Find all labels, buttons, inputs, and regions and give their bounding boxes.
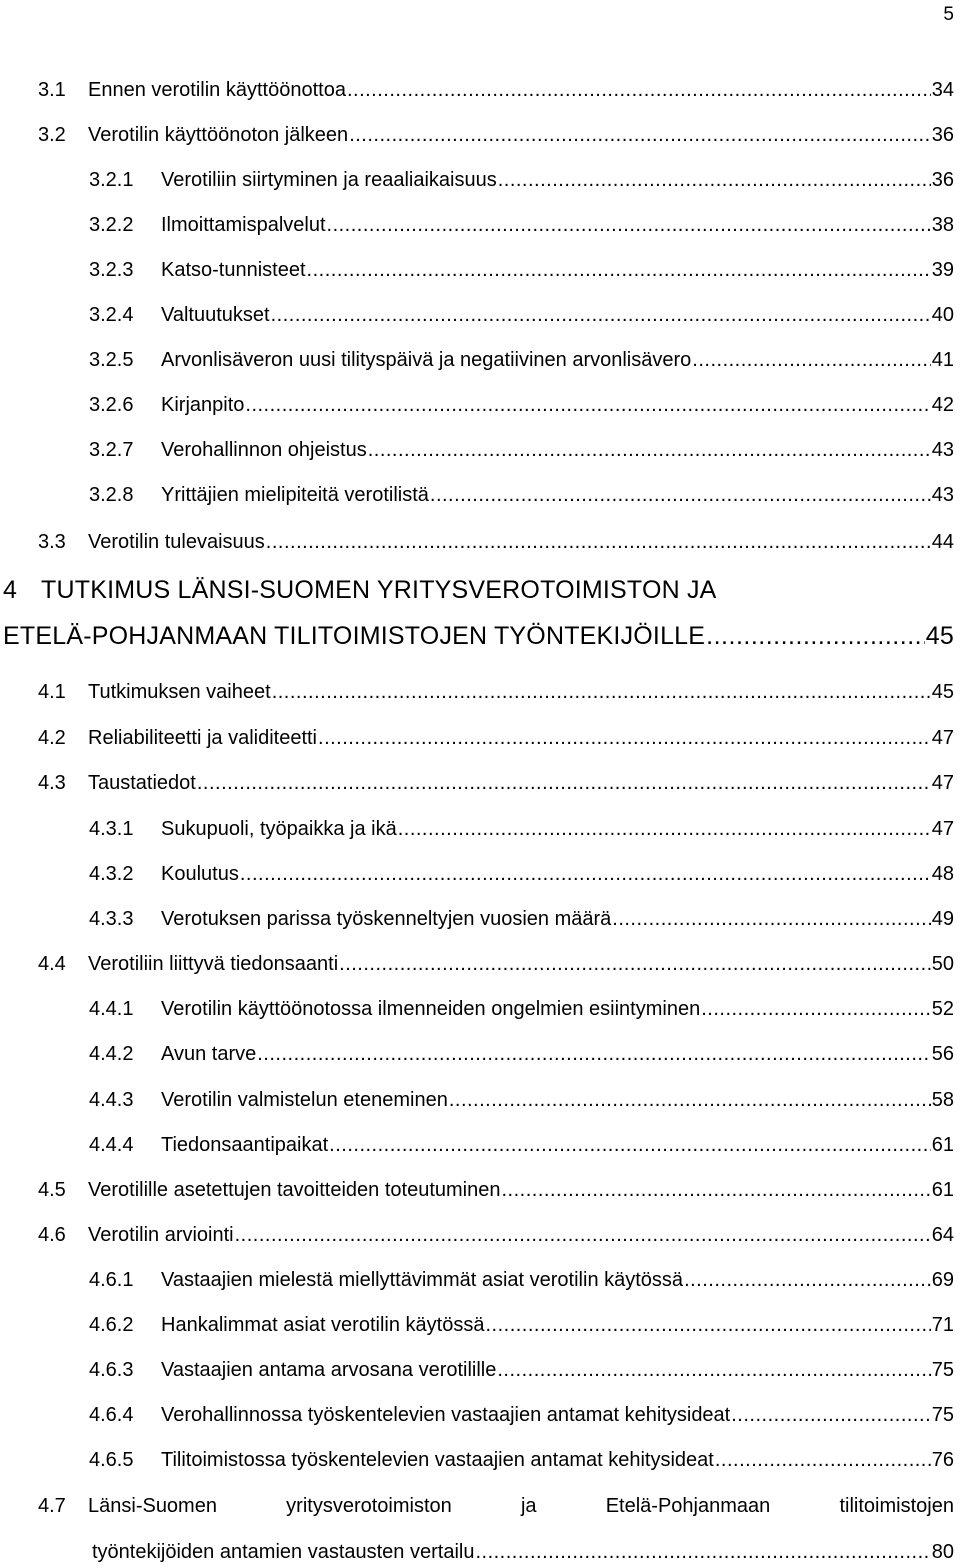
toc-entry[interactable] bbox=[38, 530, 954, 554]
toc-entry-number: 4.7 bbox=[38, 1495, 66, 1517]
toc-entry-title: Avun tarve bbox=[161, 1043, 257, 1065]
toc-entry-page: 80 bbox=[931, 1541, 954, 1563]
toc-entry-page: 44 bbox=[931, 531, 954, 553]
toc-entry-page: 40 bbox=[931, 304, 954, 326]
toc-entry-number: 4.3.3 bbox=[89, 908, 134, 930]
dot-leader bbox=[272, 680, 931, 704]
toc-entry[interactable] bbox=[89, 862, 954, 886]
toc-entry-title: Verohallinnon ohjeistus bbox=[161, 439, 367, 461]
toc-entry[interactable] bbox=[89, 817, 954, 841]
dot-leader bbox=[502, 1178, 931, 1202]
toc-entry[interactable] bbox=[38, 952, 954, 976]
toc-entry-number: 4.3 bbox=[38, 772, 66, 794]
toc-entry-page: 52 bbox=[931, 998, 954, 1020]
toc-entry-title: Katso-tunnisteet bbox=[161, 259, 306, 281]
toc-entry-title: Verotilin käyttöönotossa ilmenneiden ongelmien esiintyminen bbox=[161, 998, 701, 1020]
toc-entry-page: 47 bbox=[931, 818, 954, 840]
toc-entry-page: 50 bbox=[931, 953, 954, 975]
toc-entry[interactable] bbox=[38, 680, 954, 704]
dot-leader bbox=[449, 1088, 931, 1112]
toc-entry-number: 3.2.7 bbox=[89, 439, 134, 461]
toc-entry[interactable] bbox=[89, 1313, 954, 1337]
toc-entry-number: 3.2.3 bbox=[89, 259, 134, 281]
chapter-title-line2: ETELÄ-POHJANMAAN TILITOIMISTOJEN TYÖNTEKIJÖILLE bbox=[3, 622, 706, 650]
toc-entry-number: 4.4.2 bbox=[89, 1043, 134, 1065]
toc-entry-number: 3.2.2 bbox=[89, 214, 134, 236]
toc-entry-title: Verotilin valmistelun eteneminen bbox=[161, 1089, 448, 1111]
dot-leader bbox=[475, 1540, 930, 1564]
toc-entry-number: 4.6.1 bbox=[89, 1269, 134, 1291]
title-word: ja bbox=[520, 1495, 537, 1517]
toc-entry-page: 39 bbox=[931, 259, 954, 281]
toc-entry[interactable] bbox=[89, 303, 954, 327]
dot-leader bbox=[684, 1268, 931, 1292]
toc-entry-number: 4.1 bbox=[38, 681, 66, 703]
dot-leader bbox=[339, 952, 931, 976]
toc-entry-title: Reliabiliteetti ja validiteetti bbox=[88, 727, 318, 749]
toc-entry-title: Verotilin tulevaisuus bbox=[88, 531, 265, 553]
dot-leader bbox=[257, 1042, 931, 1066]
toc-entry-page: 43 bbox=[931, 439, 954, 461]
chapter-heading[interactable] bbox=[3, 575, 954, 651]
toc-entry-page: 43 bbox=[931, 484, 954, 506]
dot-leader bbox=[706, 621, 925, 651]
toc-entry[interactable] bbox=[89, 393, 954, 417]
toc-entry-title: Sukupuoli, työpaikka ja ikä bbox=[161, 818, 397, 840]
toc-entry[interactable] bbox=[89, 1042, 954, 1066]
dot-leader bbox=[347, 78, 931, 102]
toc-entry-page: 64 bbox=[931, 1224, 954, 1246]
toc-entry[interactable] bbox=[89, 907, 954, 931]
dot-leader bbox=[327, 213, 931, 237]
toc-entry[interactable] bbox=[89, 1403, 954, 1427]
dot-leader bbox=[240, 862, 931, 886]
title-word: tilitoimistojen bbox=[839, 1495, 954, 1517]
dot-leader bbox=[398, 817, 931, 841]
page-number: 5 bbox=[943, 4, 954, 25]
toc-entry-number: 4.3.1 bbox=[89, 818, 134, 840]
toc-entry-page: 71 bbox=[931, 1314, 954, 1336]
title-word: Länsi-Suomen bbox=[88, 1495, 217, 1517]
toc-entry[interactable] bbox=[38, 1223, 954, 1247]
toc-entry[interactable] bbox=[89, 258, 954, 282]
toc-entry[interactable] bbox=[38, 1178, 954, 1202]
toc-entry-line1 bbox=[38, 1494, 954, 1518]
toc-entry-page: 38 bbox=[931, 214, 954, 236]
chapter-number: 4 bbox=[3, 576, 18, 604]
chapter-heading-line1 bbox=[3, 575, 954, 605]
toc-entry-line2 bbox=[92, 1540, 954, 1564]
toc-entry-number: 3.2 bbox=[38, 124, 66, 146]
toc-entry[interactable] bbox=[38, 78, 954, 102]
toc-entry-page: 75 bbox=[931, 1404, 954, 1426]
chapter-heading-line2 bbox=[3, 621, 954, 651]
toc-entry-number: 4.5 bbox=[38, 1179, 66, 1201]
toc-entry-title-words bbox=[88, 1494, 954, 1518]
toc-entry-number: 4.4.1 bbox=[89, 998, 134, 1020]
toc-entry-page: 56 bbox=[931, 1043, 954, 1065]
toc-entry[interactable] bbox=[38, 771, 954, 795]
toc-entry-page: 47 bbox=[931, 727, 954, 749]
toc-entry-title: Verotilille asetettujen tavoitteiden toteutuminen bbox=[88, 1179, 501, 1201]
toc-entry-number: 4.6.5 bbox=[89, 1449, 134, 1471]
toc-entry-page: 41 bbox=[931, 349, 954, 371]
dot-leader bbox=[197, 771, 931, 795]
toc-entry[interactable] bbox=[38, 123, 954, 147]
toc-entry-wrapped[interactable] bbox=[38, 1494, 954, 1564]
toc-entry-page: 69 bbox=[931, 1269, 954, 1291]
dot-leader bbox=[307, 258, 931, 282]
toc-entry-number: 4.4 bbox=[38, 953, 66, 975]
toc-entry-title: Verotilin käyttöönoton jälkeen bbox=[88, 124, 349, 146]
toc-entry-title: Taustatiedot bbox=[88, 772, 196, 794]
toc-entry[interactable] bbox=[89, 348, 954, 372]
dot-leader bbox=[329, 1133, 931, 1157]
toc-entry-page: 58 bbox=[931, 1089, 954, 1111]
toc-entry-number: 3.2.1 bbox=[89, 169, 134, 191]
toc-entry-page: 61 bbox=[931, 1134, 954, 1156]
toc-entry-number: 3.2.6 bbox=[89, 394, 134, 416]
toc-entry-title: Verohallinnossa työskentelevien vastaajien antamat kehitysideat bbox=[161, 1404, 731, 1426]
toc-entry-number: 4.6 bbox=[38, 1224, 66, 1246]
toc-entry[interactable] bbox=[38, 726, 954, 750]
toc-entry-number: 4.3.2 bbox=[89, 863, 134, 885]
toc-entry[interactable] bbox=[89, 1268, 954, 1292]
toc-entry[interactable] bbox=[89, 1448, 954, 1472]
toc-entry-page: 48 bbox=[931, 863, 954, 885]
toc-entry-page: 75 bbox=[931, 1359, 954, 1381]
toc-entry-page: 47 bbox=[931, 772, 954, 794]
toc-entry-page: 36 bbox=[931, 124, 954, 146]
toc-entry[interactable] bbox=[89, 438, 954, 462]
title-word: yritysverotoimiston bbox=[286, 1495, 452, 1517]
toc-entry-title: Koulutus bbox=[161, 863, 239, 885]
toc-entry[interactable] bbox=[89, 1358, 954, 1382]
toc-entry-number: 3.3 bbox=[38, 531, 66, 553]
dot-leader bbox=[266, 530, 931, 554]
dot-leader bbox=[701, 997, 931, 1021]
toc-entry-title: Verotiliin liittyvä tiedonsaanti bbox=[88, 953, 339, 975]
dot-leader bbox=[485, 1313, 930, 1337]
toc-entry-title: Ennen verotilin käyttöönottoa bbox=[88, 79, 346, 101]
toc-entry-title: Vastaajien mielestä miellyttävimmät asiat verotilin käytössä bbox=[161, 1269, 684, 1291]
toc-entry-title: Kirjanpito bbox=[161, 394, 245, 416]
title-word: Etelä-Pohjanmaan bbox=[605, 1495, 771, 1517]
toc-entry-title: Tutkimuksen vaiheet bbox=[88, 681, 271, 703]
toc-entry-title: Verotilin arviointi bbox=[88, 1224, 234, 1246]
toc-entry-number: 4.2 bbox=[38, 727, 66, 749]
toc-entry[interactable] bbox=[89, 213, 954, 237]
toc-entry-number: 3.2.4 bbox=[89, 304, 134, 326]
dot-leader bbox=[245, 393, 930, 417]
toc-entry-page: 36 bbox=[931, 169, 954, 191]
toc-entry-title: Tilitoimistossa työskentelevien vastaajien antamat kehitysideat bbox=[161, 1449, 714, 1471]
toc-entry-number: 4.6.2 bbox=[89, 1314, 134, 1336]
toc-entry-title: Arvonlisäveron uusi tilityspäivä ja negatiivinen arvonlisävero bbox=[161, 349, 692, 371]
dot-leader bbox=[349, 123, 931, 147]
toc-entry-title: Vastaajien antama arvosana verotilille bbox=[161, 1359, 497, 1381]
dot-leader bbox=[235, 1223, 931, 1247]
toc-entry-number: 3.1 bbox=[38, 79, 66, 101]
toc-entry-title: Ilmoittamispalvelut bbox=[161, 214, 326, 236]
dot-leader bbox=[498, 168, 931, 192]
toc-entry[interactable] bbox=[89, 483, 954, 507]
toc-entry-number: 4.6.4 bbox=[89, 1404, 134, 1426]
toc-entry-page: 76 bbox=[931, 1449, 954, 1471]
dot-leader bbox=[715, 1448, 931, 1472]
toc-entry-number: 4.4.4 bbox=[89, 1134, 134, 1156]
toc-entry-title: Verotiliin siirtyminen ja reaaliaikaisuus bbox=[161, 169, 497, 191]
toc-entry-page: 42 bbox=[931, 394, 954, 416]
dot-leader bbox=[430, 483, 931, 507]
toc-entry-title: Verotuksen parissa työskenneltyjen vuosien määrä bbox=[161, 908, 612, 930]
chapter-page: 45 bbox=[925, 622, 954, 650]
toc-entry-title: Hankalimmat asiat verotilin käytössä bbox=[161, 1314, 485, 1336]
toc-entry-number: 3.2.5 bbox=[89, 349, 134, 371]
toc-entry-number: 3.2.8 bbox=[89, 484, 134, 506]
toc-entry-page: 45 bbox=[931, 681, 954, 703]
toc-entry-number: 4.6.3 bbox=[89, 1359, 134, 1381]
toc-entry-page: 61 bbox=[931, 1179, 954, 1201]
dot-leader bbox=[368, 438, 931, 462]
toc-entry[interactable] bbox=[89, 1133, 954, 1157]
toc-entry[interactable] bbox=[89, 1088, 954, 1112]
dot-leader bbox=[271, 303, 931, 327]
toc-entry[interactable] bbox=[89, 997, 954, 1021]
dot-leader bbox=[497, 1358, 930, 1382]
toc-entry-title: Tiedonsaantipaikat bbox=[161, 1134, 329, 1156]
toc-entry-title: Yrittäjien mielipiteitä verotilistä bbox=[161, 484, 429, 506]
toc-entry-title-continued: työntekijöiden antamien vastausten vertailu bbox=[92, 1541, 475, 1563]
chapter-title-line1: TUTKIMUS LÄNSI-SUOMEN YRITYSVEROTOIMISTON JA bbox=[41, 576, 717, 604]
dot-leader bbox=[731, 1403, 931, 1427]
dot-leader bbox=[612, 907, 930, 931]
dot-leader bbox=[692, 348, 930, 372]
toc-entry-number: 4.4.3 bbox=[89, 1089, 134, 1111]
toc-entry-title: Valtuutukset bbox=[161, 304, 270, 326]
toc-entry-page: 34 bbox=[931, 79, 954, 101]
toc-entry-page: 49 bbox=[931, 908, 954, 930]
dot-leader bbox=[318, 726, 931, 750]
toc-entry[interactable] bbox=[89, 168, 954, 192]
